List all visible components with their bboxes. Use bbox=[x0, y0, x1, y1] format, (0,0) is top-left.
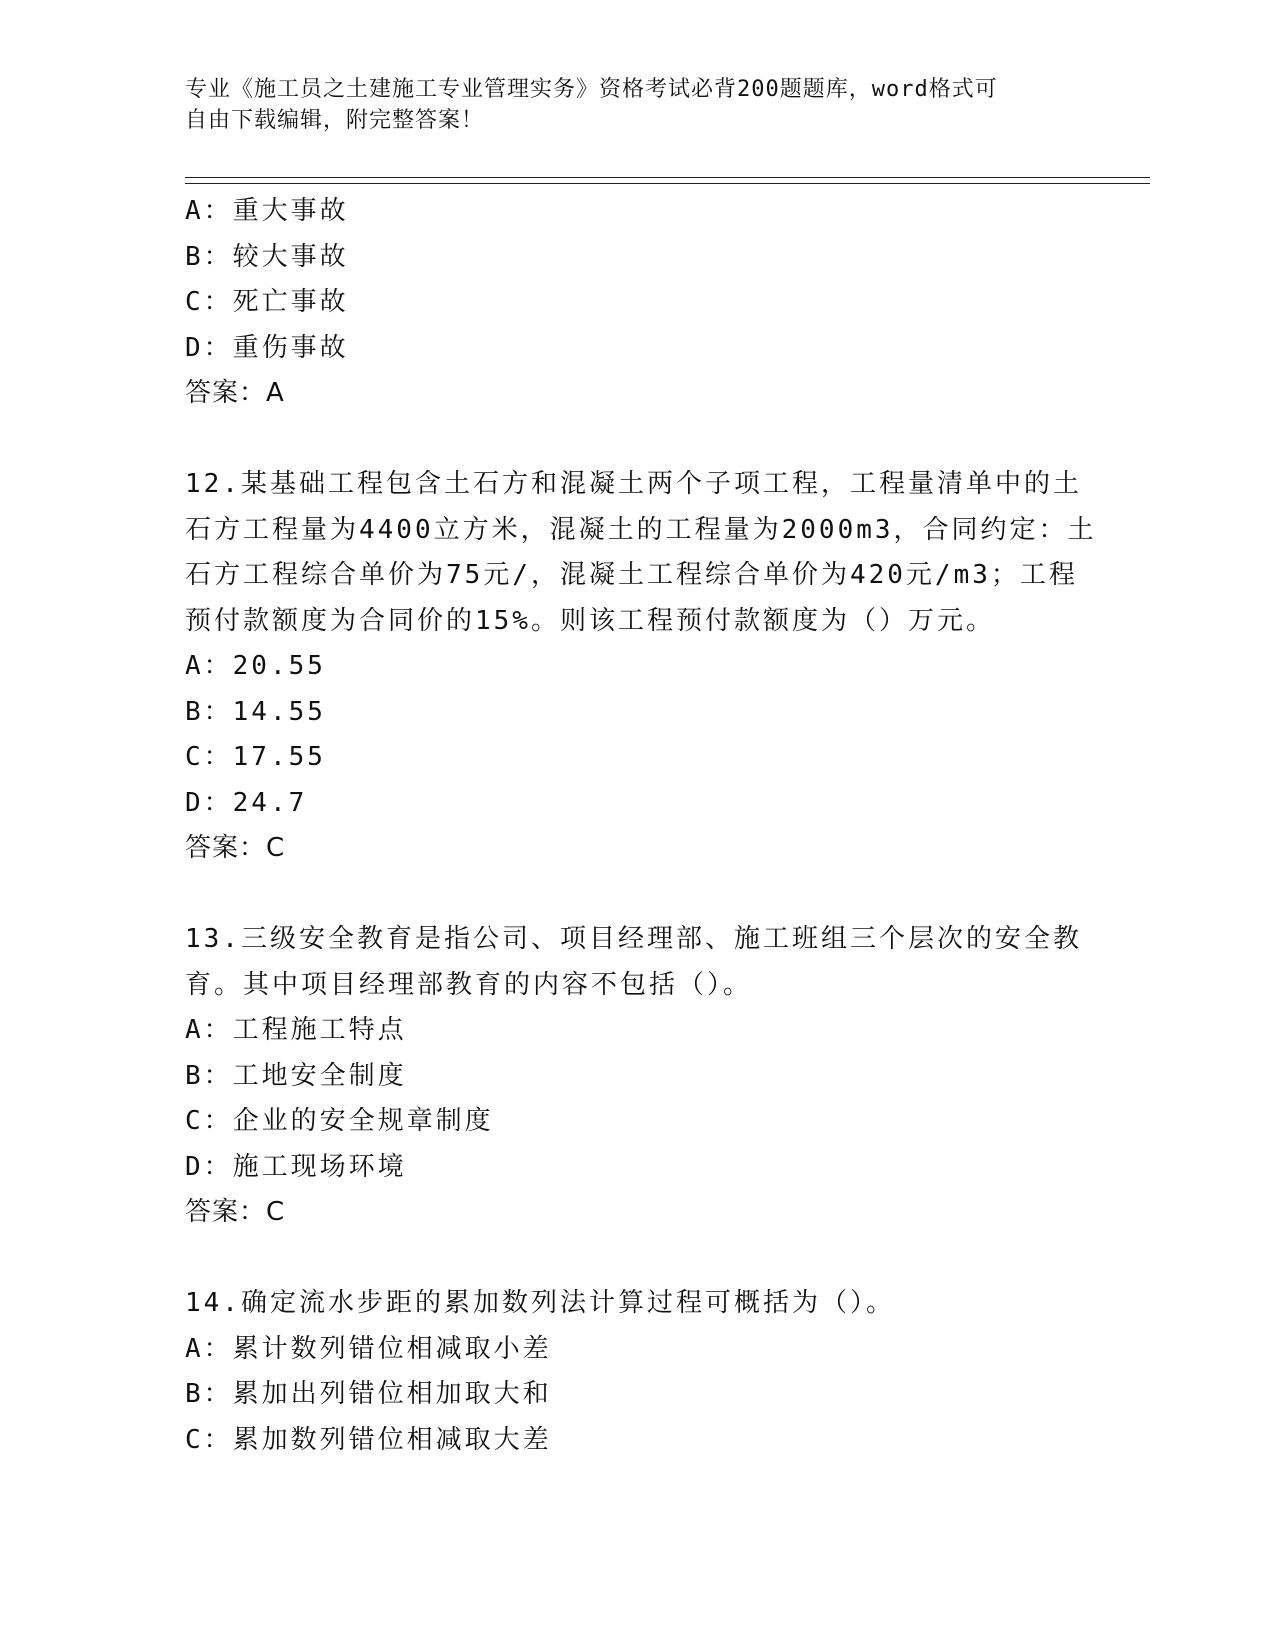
option-b: B：工地安全制度 bbox=[185, 1060, 407, 1091]
question-stem-line: 石方工程量为4400立方米，混凝土的工程量为2000m3，合同约定：土 bbox=[185, 514, 1097, 545]
option-a: A：20.55 bbox=[185, 651, 326, 681]
answer-line: 答案：C bbox=[185, 833, 286, 863]
question-stem-line: 育。其中项目经理部教育的内容不包括（）。 bbox=[185, 969, 753, 1000]
question-stem-line: 13.三级安全教育是指公司、项目经理部、施工班组三个层次的安全教 bbox=[185, 924, 1082, 954]
header-title-line-1: 专业《施工员之土建施工专业管理实务》资格考试必背200题题库，word格式可 bbox=[185, 77, 998, 102]
answer-line: 答案：C bbox=[185, 1197, 286, 1227]
option-c: C：企业的安全规章制度 bbox=[185, 1106, 494, 1136]
spacer bbox=[185, 1236, 1085, 1282]
question-stem-line: 石方工程综合单价为75元/，混凝土工程综合单价为420元/m3；工程 bbox=[185, 560, 1078, 590]
question-block-11 bbox=[185, 189, 1085, 417]
question-block-12 bbox=[185, 462, 1097, 872]
question-stem-line: 预付款额度为合同价的15%。则该工程预付款额度为（）万元。 bbox=[185, 605, 995, 636]
option-d: D：24.7 bbox=[185, 787, 308, 818]
option-b: B：14.55 bbox=[185, 696, 326, 727]
spacer bbox=[185, 417, 1085, 463]
question-list bbox=[185, 189, 1097, 1463]
header-rule-bottom bbox=[185, 183, 1150, 184]
option-d: D：重伤事故 bbox=[185, 332, 349, 363]
document-header bbox=[185, 74, 1065, 136]
header-title-line-2: 自由下载编辑，附完整答案！ bbox=[185, 108, 485, 133]
option-c: C：死亡事故 bbox=[185, 287, 349, 317]
option-c: C：累加数列错位相减取大差 bbox=[185, 1424, 552, 1455]
option-b: B：累加出列错位相加取大和 bbox=[185, 1379, 552, 1409]
header-rule-top bbox=[185, 177, 1150, 178]
answer-line: 答案：A bbox=[185, 378, 285, 408]
question-stem-line: 14.确定流水步距的累加数列法计算过程可概括为（）。 bbox=[185, 1288, 895, 1318]
option-a: A：重大事故 bbox=[185, 196, 349, 226]
question-block-14 bbox=[185, 1281, 1085, 1463]
option-d: D：施工现场环境 bbox=[185, 1151, 407, 1182]
option-a: A：累计数列错位相减取小差 bbox=[185, 1333, 552, 1364]
option-b: B：较大事故 bbox=[185, 241, 349, 272]
question-stem-line: 12.某基础工程包含土石方和混凝土两个子项工程，工程量清单中的土 bbox=[185, 469, 1082, 499]
option-a: A：工程施工特点 bbox=[185, 1015, 407, 1045]
spacer bbox=[185, 872, 1085, 918]
option-c: C：17.55 bbox=[185, 742, 326, 772]
question-block-13 bbox=[185, 917, 1085, 1236]
